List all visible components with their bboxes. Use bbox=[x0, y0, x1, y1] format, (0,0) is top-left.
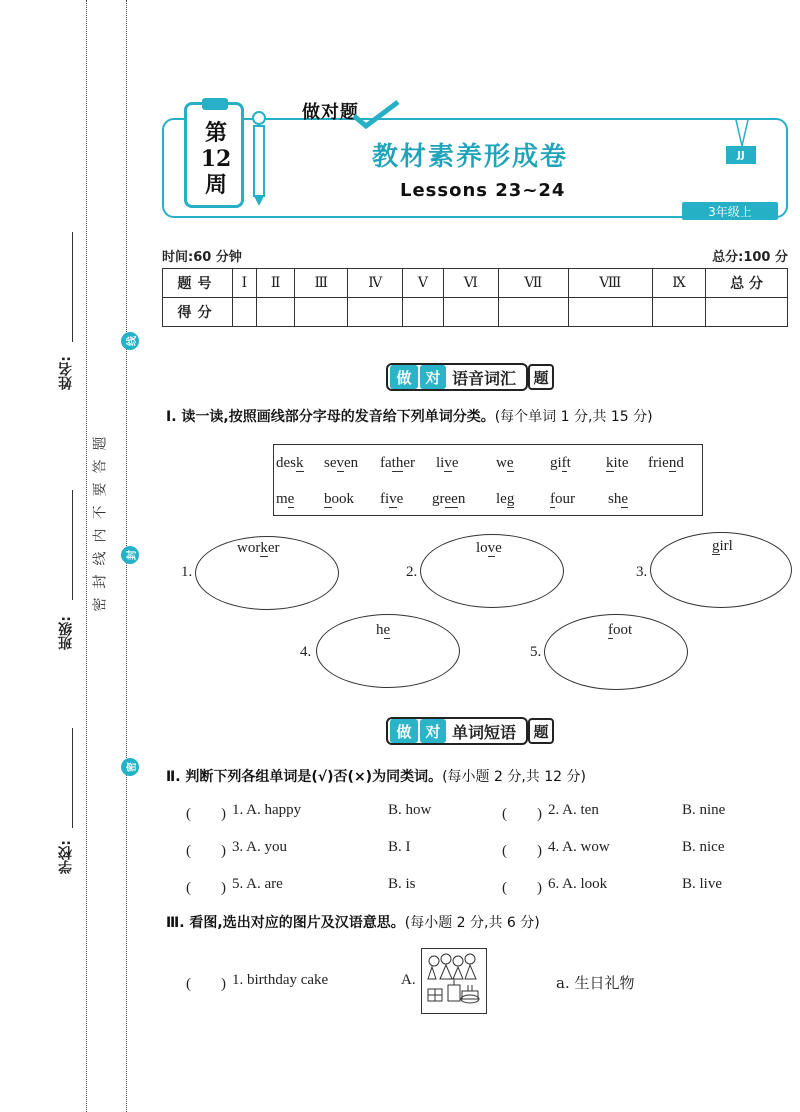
score-cell[interactable] bbox=[256, 298, 294, 327]
banner-title: 教材素养形成卷 bbox=[372, 142, 569, 172]
picture-item-text: 1. birthday cake bbox=[232, 972, 329, 988]
word-item: me bbox=[276, 491, 295, 507]
answer-paren[interactable]: ( ) bbox=[186, 880, 226, 896]
clipboard-clip-icon bbox=[202, 98, 228, 110]
word-item: book bbox=[324, 491, 354, 507]
col-header: Ⅱ bbox=[256, 269, 294, 298]
score-cell-total[interactable] bbox=[706, 298, 788, 327]
seal-char: 题 bbox=[92, 436, 109, 451]
answer-paren[interactable]: ( ) bbox=[186, 843, 226, 859]
question-2-title bbox=[166, 766, 586, 786]
seal-instruction bbox=[92, 432, 110, 616]
col-header: Ⅳ bbox=[348, 269, 403, 298]
question-3-points: (每小题 2 分,共 6 分) bbox=[404, 915, 540, 931]
col-header: Ⅴ bbox=[403, 269, 444, 298]
answer-paren[interactable]: ( ) bbox=[502, 806, 542, 822]
binding-dotted-line-left bbox=[86, 0, 87, 1112]
week-char-2: 周 bbox=[204, 172, 227, 198]
oval-example-word: worker bbox=[237, 540, 280, 556]
question-3-instruction: Ⅲ. 看图,选出对应的图片及汉语意思。 bbox=[166, 915, 405, 931]
section-header-phonics bbox=[386, 360, 554, 394]
option-a: 2. A. ten bbox=[548, 802, 599, 818]
option-b: B. how bbox=[388, 802, 432, 818]
class-line bbox=[72, 490, 73, 600]
birthday-party-icon bbox=[422, 949, 486, 1013]
section-header-zuo: 做 bbox=[390, 719, 418, 743]
oval-example-word: love bbox=[476, 540, 502, 556]
word-item: we bbox=[496, 455, 514, 471]
name-line bbox=[72, 232, 73, 342]
oval-number: 4. bbox=[300, 644, 312, 660]
name-label: 姓名: bbox=[58, 356, 74, 390]
class-label: 班级: bbox=[58, 616, 74, 650]
header-banner bbox=[162, 98, 788, 218]
seal-char: 线 bbox=[92, 551, 109, 566]
question-1-title bbox=[166, 406, 653, 426]
col-header: Ⅲ bbox=[295, 269, 348, 298]
answer-paren[interactable]: ( ) bbox=[502, 843, 542, 859]
score-cell[interactable] bbox=[403, 298, 444, 327]
option-a: 4. A. wow bbox=[548, 839, 610, 855]
answer-paren[interactable]: ( ) bbox=[502, 880, 542, 896]
col-header: Ⅵ bbox=[443, 269, 498, 298]
col-header: Ⅰ bbox=[233, 269, 257, 298]
col-header: Ⅸ bbox=[652, 269, 705, 298]
option-b: B. is bbox=[388, 876, 416, 892]
word-item: seven bbox=[324, 455, 359, 471]
word-item: desk bbox=[276, 455, 304, 471]
score-cell[interactable] bbox=[498, 298, 568, 327]
question-2-points: (每小题 2 分,共 12 分) bbox=[442, 769, 586, 785]
week-char-1: 第 bbox=[204, 120, 227, 146]
question-1-instruction: Ⅰ. 读一读,按照画线部分字母的发音给下列单词分类。 bbox=[166, 409, 495, 425]
week-label bbox=[192, 120, 240, 198]
word-item: green bbox=[432, 491, 466, 507]
col-header: Ⅶ bbox=[498, 269, 568, 298]
question-1-points: (每个单词 1 分,共 15 分) bbox=[494, 409, 653, 425]
seal-char: 不 bbox=[92, 505, 109, 520]
edition-tag: JJ bbox=[726, 146, 756, 164]
score-cell[interactable] bbox=[348, 298, 403, 327]
option-a: 3. A. you bbox=[232, 839, 288, 855]
word-item: leg bbox=[496, 491, 515, 507]
seal-char: 答 bbox=[92, 459, 109, 474]
section-header-pill bbox=[386, 363, 528, 391]
word-item: four bbox=[550, 491, 575, 507]
option-a: 6. A. look bbox=[548, 876, 608, 892]
score-table bbox=[162, 268, 788, 327]
section-header-ti: 题 bbox=[528, 364, 554, 390]
word-item: live bbox=[436, 455, 459, 471]
check-mark-icon bbox=[352, 100, 402, 130]
score-cell[interactable] bbox=[652, 298, 705, 327]
word-item: kite bbox=[606, 455, 629, 471]
oval-number: 5. bbox=[530, 644, 542, 660]
time-label: 时间:60 分钟 bbox=[162, 250, 242, 265]
score-cell[interactable] bbox=[568, 298, 652, 327]
section-header-pill bbox=[386, 717, 528, 745]
school-line bbox=[72, 728, 73, 828]
score-label: 得分 bbox=[163, 298, 233, 327]
school-label: 学校: bbox=[58, 840, 74, 874]
section-header-zuo: 做 bbox=[390, 365, 418, 389]
section-header-name: 单词短语 bbox=[452, 722, 517, 742]
section-header-ti: 题 bbox=[528, 718, 554, 744]
col-header: Ⅷ bbox=[568, 269, 652, 298]
question-2-instruction: Ⅱ. 判断下列各组单词是(√)否(×)为同类词。 bbox=[166, 769, 443, 785]
section-header-name: 语音词汇 bbox=[452, 368, 517, 388]
pencil-figure-icon bbox=[246, 108, 272, 208]
seal-badge-seal: 封 bbox=[121, 546, 139, 564]
word-item: friend bbox=[648, 455, 684, 471]
answer-paren[interactable]: ( ) bbox=[186, 806, 226, 822]
oval-example-word: girl bbox=[712, 538, 733, 554]
oval-example-word: foot bbox=[608, 622, 633, 638]
oval-example-word: he bbox=[376, 622, 391, 638]
question-3-title bbox=[166, 912, 540, 932]
seal-char: 要 bbox=[92, 482, 109, 497]
oval-number: 3. bbox=[636, 564, 648, 580]
option-b: B. nice bbox=[682, 839, 725, 855]
word-item: she bbox=[608, 491, 629, 507]
option-b: B. live bbox=[682, 876, 722, 892]
seal-badge-line: 线 bbox=[121, 332, 139, 350]
oval-number: 1. bbox=[181, 564, 193, 580]
word-item: father bbox=[380, 455, 415, 471]
brand-logo-text: 做对题 bbox=[302, 102, 359, 123]
birthday-party-picture[interactable] bbox=[421, 948, 487, 1014]
meaning-option: a. 生日礼物 bbox=[556, 974, 635, 992]
score-cell[interactable] bbox=[233, 298, 257, 327]
col-header-total: 总 分 bbox=[706, 269, 788, 298]
question-number-label: 题号 bbox=[163, 269, 233, 298]
picture-option-label: A. bbox=[401, 972, 416, 988]
option-b: B. I bbox=[388, 839, 411, 855]
option-a: 5. A. are bbox=[232, 876, 283, 892]
seal-char: 密 bbox=[92, 597, 109, 612]
word-bank bbox=[273, 444, 703, 516]
answer-paren[interactable]: ( ) bbox=[186, 976, 226, 992]
tag-string-icon bbox=[732, 120, 752, 148]
score-table-header-row bbox=[163, 269, 788, 298]
seal-badge-secret: 密 bbox=[121, 758, 139, 776]
week-number: 12 bbox=[200, 146, 232, 172]
total-score-label: 总分:100 分 bbox=[712, 250, 788, 265]
grade-tag: 3年级上 bbox=[682, 202, 778, 220]
section-header-dui: 对 bbox=[420, 719, 446, 743]
banner-subtitle: Lessons 23~24 bbox=[400, 180, 566, 201]
score-cell[interactable] bbox=[443, 298, 498, 327]
section-header-words bbox=[386, 714, 554, 748]
option-a: 1. A. happy bbox=[232, 802, 302, 818]
score-table-score-row bbox=[163, 298, 788, 327]
word-item: gift bbox=[550, 455, 571, 471]
seal-char: 封 bbox=[92, 574, 109, 589]
option-b: B. nine bbox=[682, 802, 726, 818]
score-cell[interactable] bbox=[295, 298, 348, 327]
oval-number: 2. bbox=[406, 564, 418, 580]
word-item: five bbox=[380, 491, 404, 507]
seal-char: 内 bbox=[92, 528, 109, 543]
section-header-dui: 对 bbox=[420, 365, 446, 389]
